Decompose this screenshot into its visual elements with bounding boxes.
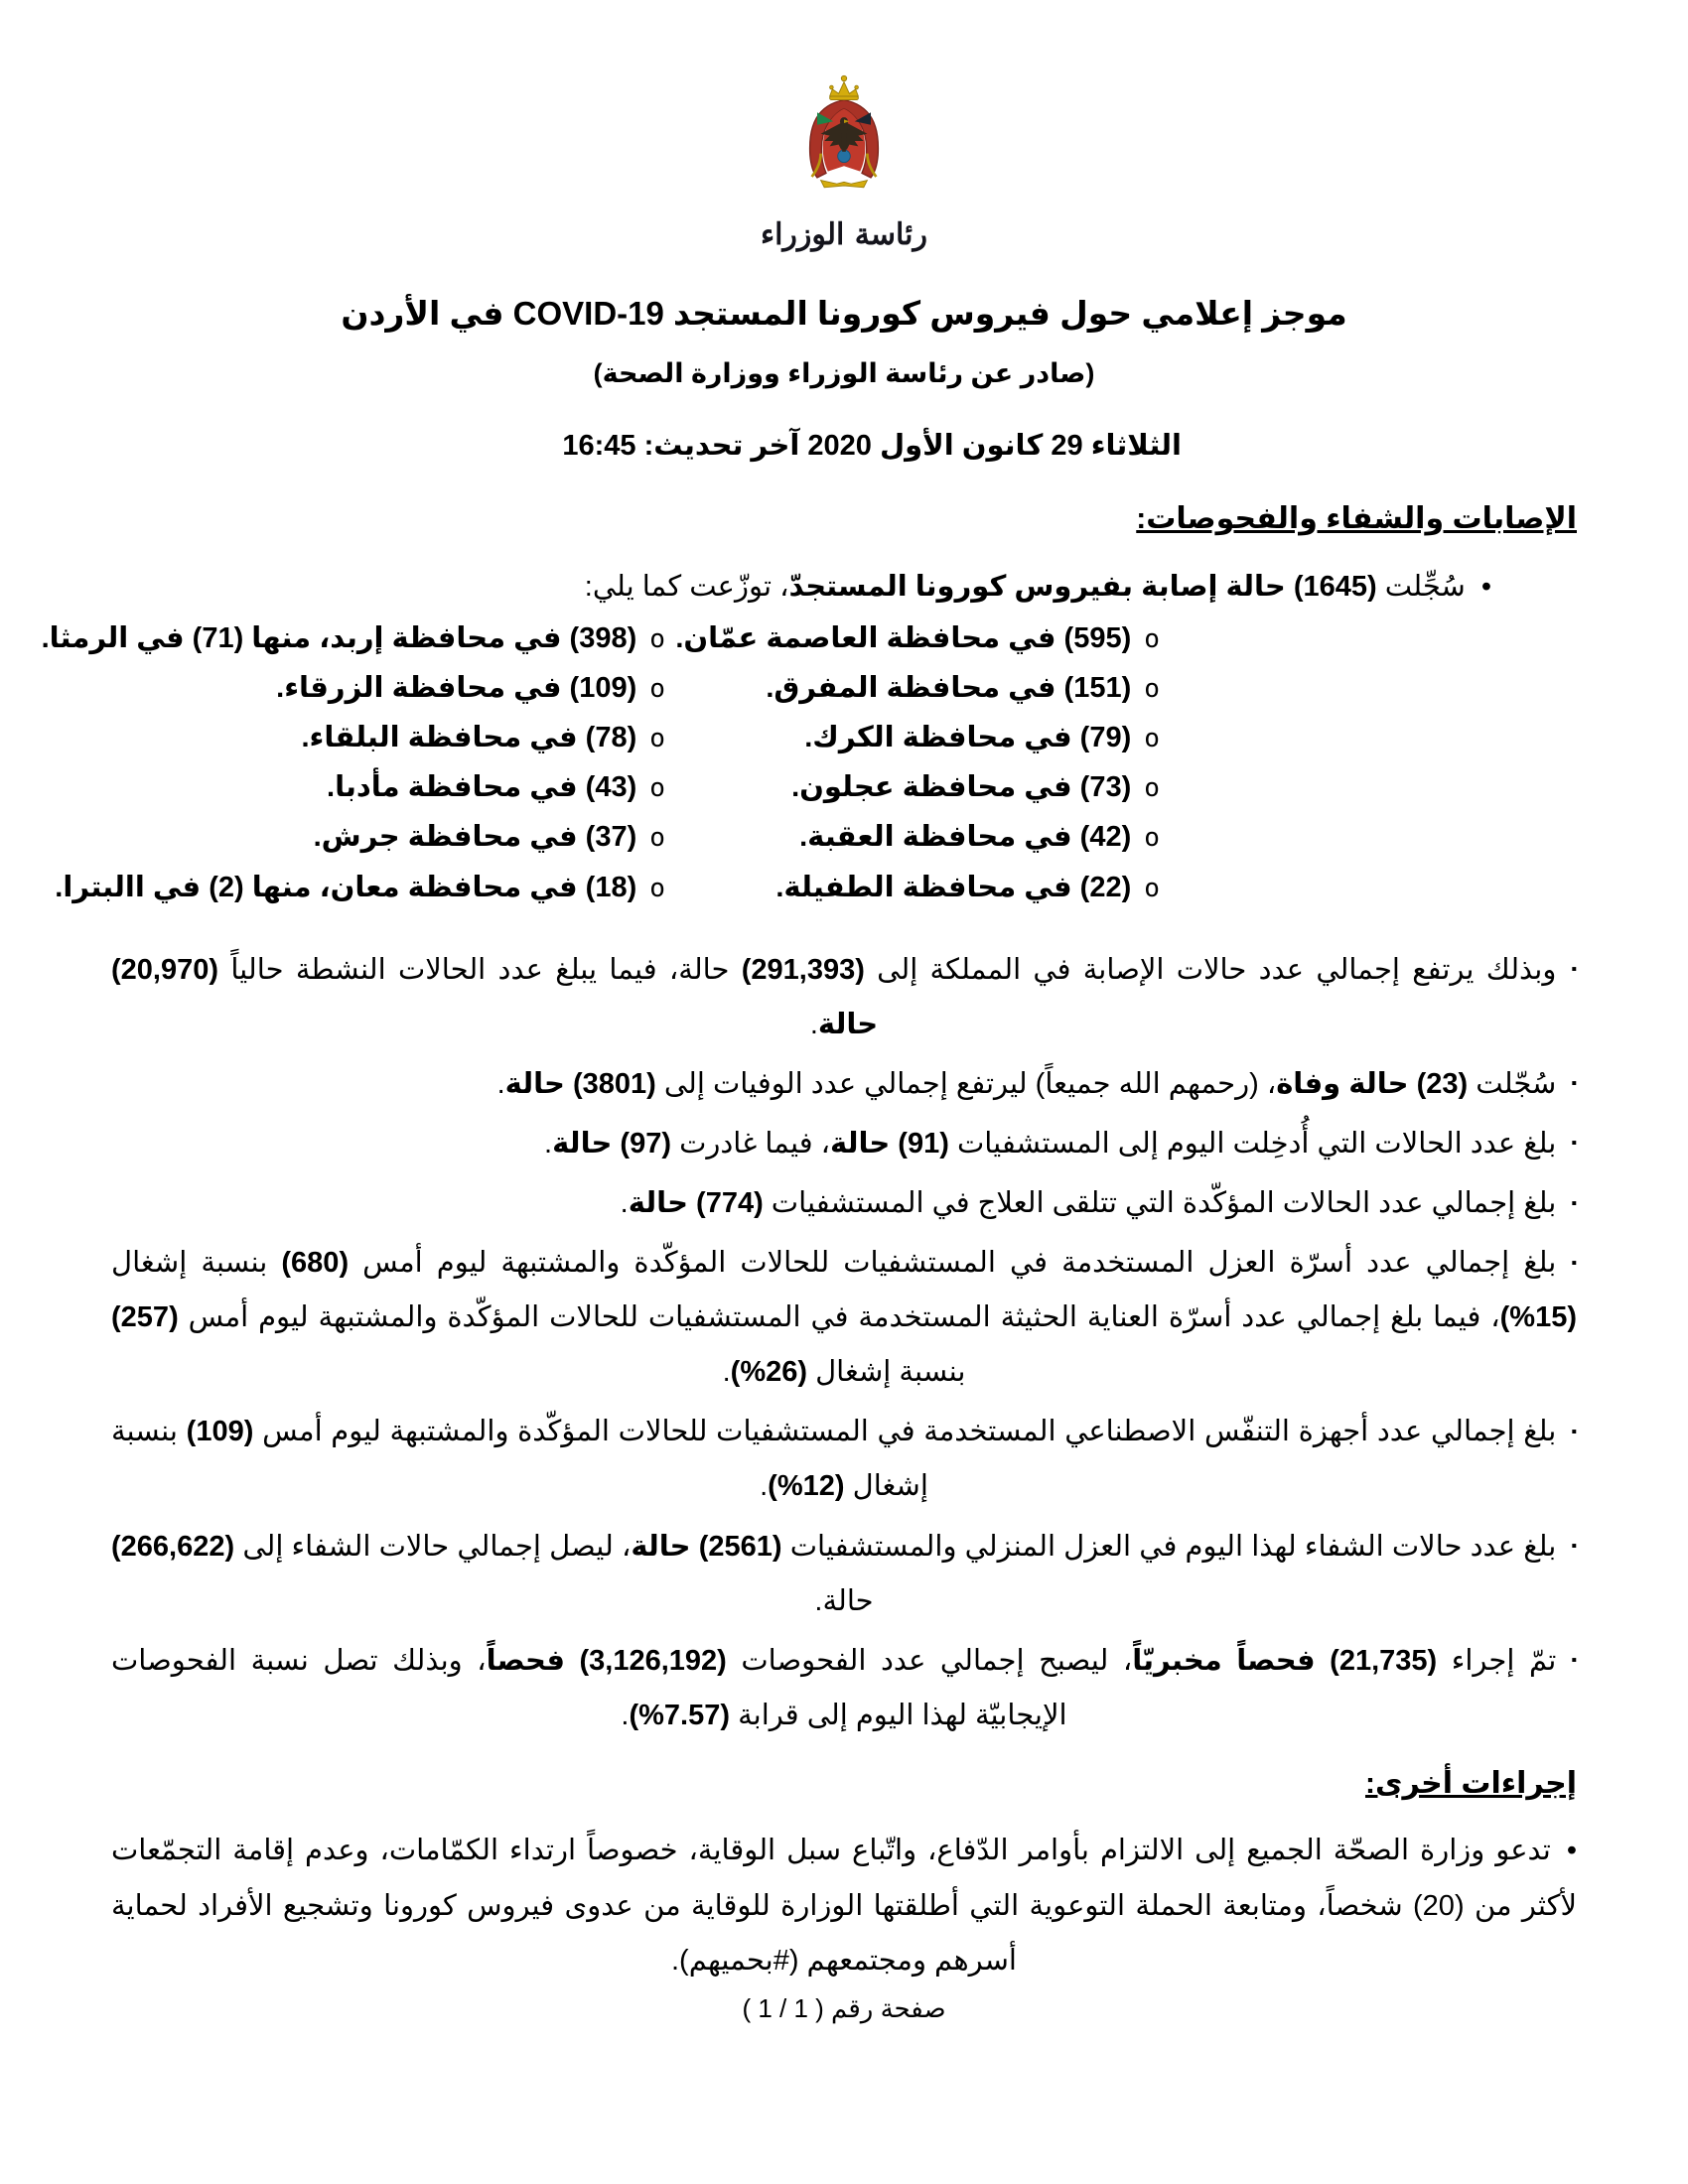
text-segment: . [621, 1699, 630, 1731]
document-subtitle: (صادر عن رئاسة الوزراء ووزارة الصحة) [593, 357, 1095, 388]
text-segment: . [620, 1187, 629, 1220]
circle-bullet-marker-icon: o [649, 823, 665, 854]
square-bullet-marker-icon: ▪ [1571, 1194, 1577, 1212]
square-bullet-marker-icon: ▪ [1571, 1254, 1577, 1272]
circle-bullet-marker-icon: o [1144, 673, 1160, 704]
governorate-text: (42) في محافظة العقبة. [799, 821, 1132, 854]
governorate-item [111, 669, 665, 708]
text-segment: . [496, 1067, 505, 1100]
circle-bullet-marker-icon: o [1144, 724, 1160, 754]
governorate-text: (398) في محافظة إربد، منها (71) في الرمثا. [41, 621, 637, 654]
text-segment: بلغ عدد الحالات التي أُدخِلت اليوم إلى المستشفيات [948, 1127, 1557, 1160]
text-segment: حالة، فيما يبلغ عدد الحالات النشطة حالياً [218, 953, 742, 986]
text-segment: بلغ إجمالي عدد أجهزة التنفّس الاصطناعي المستخدمة في المستشفيات للحالات المؤكّدة والمشتبهة ليوم أمس [253, 1416, 1557, 1448]
stat-bullet [111, 943, 1577, 1052]
text-segment: (2561) حالة [631, 1530, 782, 1563]
text-segment: بلغ عدد حالات الشفاء لهذا اليوم في العزل المنزلي والمستشفيات [781, 1530, 1557, 1563]
governorate-text: (43) في محافظة مأدبا. [327, 771, 637, 804]
governorates-right-column [675, 619, 1577, 918]
logo-calligraphy-caption: رئاسة الوزراء [760, 216, 928, 252]
text-segment: (680) [281, 1247, 350, 1280]
governorates-left-column [41, 619, 844, 918]
governorate-item [791, 768, 1160, 807]
governorate-text: (73) في محافظة عجلون. [791, 771, 1132, 804]
governorate-item [41, 619, 665, 658]
text-segment: سُجّلت [1468, 1067, 1557, 1100]
text-segment: حالة. [814, 1584, 874, 1617]
square-bullet-marker-icon: ▪ [1571, 1538, 1577, 1556]
governorate-text: (18) في محافظة معان، منها (2) في االبترا. [55, 871, 637, 903]
governorate-item [799, 818, 1160, 857]
governorate-text: (78) في محافظة البلقاء. [301, 722, 637, 754]
globe-shape [838, 150, 851, 163]
governorate-text: (109) في محافظة الزرقاء. [276, 671, 637, 704]
governorate-item [55, 869, 665, 907]
text-segment: (15%) [1499, 1301, 1577, 1334]
circle-bullet-marker-icon: o [1144, 823, 1160, 854]
text-segment: ، فيما بلغ إجمالي عدد أسرّة العناية الحثيثة المستخدمة في المستشفيات للحالات المؤكّدة والمشتبهة ليوم أمس [178, 1301, 1500, 1334]
text-segment: (21,735) فحصاً مخبريّاً [1132, 1644, 1438, 1677]
square-bullet-marker-icon: ▪ [1571, 1423, 1577, 1440]
text-segment: تمّ إجراء [1437, 1644, 1557, 1677]
page-number-footer: صفحة رقم ( 1 / 1 ) [742, 1992, 946, 2023]
governorate-item [111, 818, 665, 857]
stat-bullet [111, 1176, 1577, 1231]
governorate-text: (595) في محافظة العاصمة عمّان. [675, 621, 1132, 654]
text-segment: تدعو وزارة الصحّة الجميع إلى الالتزام بأوامر الدّفاع، واتّباع سبل الوقاية، خصوصاً ارتداء الكمّامات، وعدم إقامة التجمّعات لأكثر من (20) شخصاً، ومتابعة الحملة التوعوية التي أطلقتها الوزارة للوقاية من عدوى فيروس كورونا وتشجيع الأفراد لحماية أسرهم ومجتمعهم (#بحميهم). [111, 1835, 1577, 1977]
jordan-coat-of-arms-logo [790, 69, 898, 195]
governorate-item [766, 669, 1160, 708]
text-segment: ، وبذلك تصل نسبة الفحوصات الإيجابيّة لهذا اليوم إلى قرابة [111, 1644, 1067, 1731]
square-bullet-marker-icon: ▪ [1571, 1652, 1577, 1670]
stat-bullet [111, 1236, 1577, 1400]
text-segment: بنسبة إشغال [807, 1356, 966, 1389]
stat-bullet [111, 1405, 1577, 1514]
text-segment: (7.57%) [629, 1699, 731, 1731]
text-segment: (3,126,192) فحصاً [486, 1644, 727, 1677]
crown-icon [830, 75, 859, 99]
governorate-item [111, 719, 665, 757]
text-segment: (20,970) حالة [111, 953, 879, 1040]
document-title: موجز إعلامي حول فيروس كورونا المستجد COVID-19 في الأردن [341, 295, 1347, 333]
text-segment: بنسبة إشغال [111, 1416, 928, 1503]
governorate-item [111, 768, 665, 807]
text-segment: (12%) [768, 1470, 845, 1503]
text-segment: (109) [186, 1416, 254, 1448]
text-segment: سُجِّلت [1376, 570, 1466, 603]
governorate-item [804, 719, 1160, 757]
text-segment: (266,622) [111, 1530, 235, 1563]
measure-bullet [111, 1824, 1577, 1987]
governorate-text: (79) في محافظة الكرك. [804, 722, 1132, 754]
cases-intro-bullet [111, 565, 1577, 610]
circle-bullet-marker-icon: o [649, 673, 665, 704]
circle-bullet-marker-icon: o [1144, 773, 1160, 804]
text-segment: . [809, 1008, 818, 1040]
cases-section-heading: الإصابات والشفاء والفحوصات: [1136, 502, 1577, 536]
stat-bullet [111, 1520, 1577, 1629]
governorate-text: (151) في محافظة المفرق. [766, 671, 1132, 704]
text-segment: بلغ إجمالي عدد الحالات المؤكّدة التي تتلقى العلاج في المستشفيات [763, 1187, 1557, 1220]
other-measures-list [111, 1819, 1577, 1987]
text-segment: (26%) [730, 1356, 808, 1389]
text-segment: (1645) حالة إصابة بفيروس كورونا المستجدّ [788, 570, 1377, 603]
circle-bullet-marker-icon: o [649, 724, 665, 754]
text-segment: ، ليصل إجمالي حالات الشفاء إلى [234, 1530, 632, 1563]
text-segment: (291,393) [741, 953, 865, 986]
circle-bullet-marker-icon: o [1144, 873, 1160, 903]
text-segment: ، توزّعت كما يلي: [584, 570, 789, 603]
text-segment: ، (رحمهم الله جميعاً) ليرتفع إجمالي عدد الوفيات إلى [655, 1067, 1277, 1100]
square-bullet-marker-icon: ▪ [1571, 1075, 1577, 1093]
governorates-grid [41, 619, 1577, 918]
date-line: الثلاثاء 29 كانون الأول 2020 آخر تحديث: 16:45 [562, 430, 1182, 463]
governorate-text: (22) في محافظة الطفيلة. [775, 871, 1132, 903]
circle-bullet-marker-icon: o [649, 873, 665, 903]
disc-bullet-marker-icon: • [1566, 1835, 1577, 1867]
stat-bullet [111, 1057, 1577, 1112]
stat-bullet [111, 1634, 1577, 1743]
text-segment: وبذلك يرتفع إجمالي عدد حالات الإصابة في المملكة إلى [864, 953, 1557, 986]
governorate-text: (37) في محافظة جرش. [313, 821, 637, 854]
text-segment: ، ليصبح إجمالي عدد الفحوصات [726, 1644, 1133, 1677]
governorate-item [675, 619, 1160, 658]
text-segment: ، فيما غادرت [671, 1127, 830, 1160]
text-segment: (97) حالة [552, 1127, 672, 1160]
governorate-item [775, 869, 1160, 907]
circle-bullet-marker-icon: o [649, 773, 665, 804]
header-logo-block [111, 69, 1577, 258]
disc-bullet-marker-icon: • [1480, 570, 1491, 603]
square-bullet-marker-icon: ▪ [1571, 1135, 1577, 1153]
circle-bullet-marker-icon: o [649, 623, 665, 654]
text-segment: (3801) حالة [504, 1067, 656, 1100]
circle-bullet-marker-icon: o [1144, 623, 1160, 654]
other-section-heading: إجراءات أخرى: [1364, 1766, 1577, 1800]
text-segment: (257) [111, 1301, 179, 1334]
square-bullet-marker-icon: ▪ [1571, 961, 1577, 979]
text-segment: بنسبة إشغال [111, 1247, 282, 1280]
text-segment: بلغ إجمالي عدد أسرّة العزل المستخدمة في المستشفيات للحالات المؤكّدة والمشتبهة ليوم أمس [349, 1247, 1557, 1280]
text-segment: . [544, 1127, 553, 1160]
stat-bullet [111, 1117, 1577, 1171]
text-segment: . [722, 1356, 731, 1389]
text-segment: (91) حالة [829, 1127, 949, 1160]
text-segment: (774) حالة [628, 1187, 764, 1220]
stats-list [111, 938, 1577, 1743]
text-segment: . [760, 1470, 769, 1503]
text-segment: (23) حالة وفاة [1276, 1067, 1469, 1100]
